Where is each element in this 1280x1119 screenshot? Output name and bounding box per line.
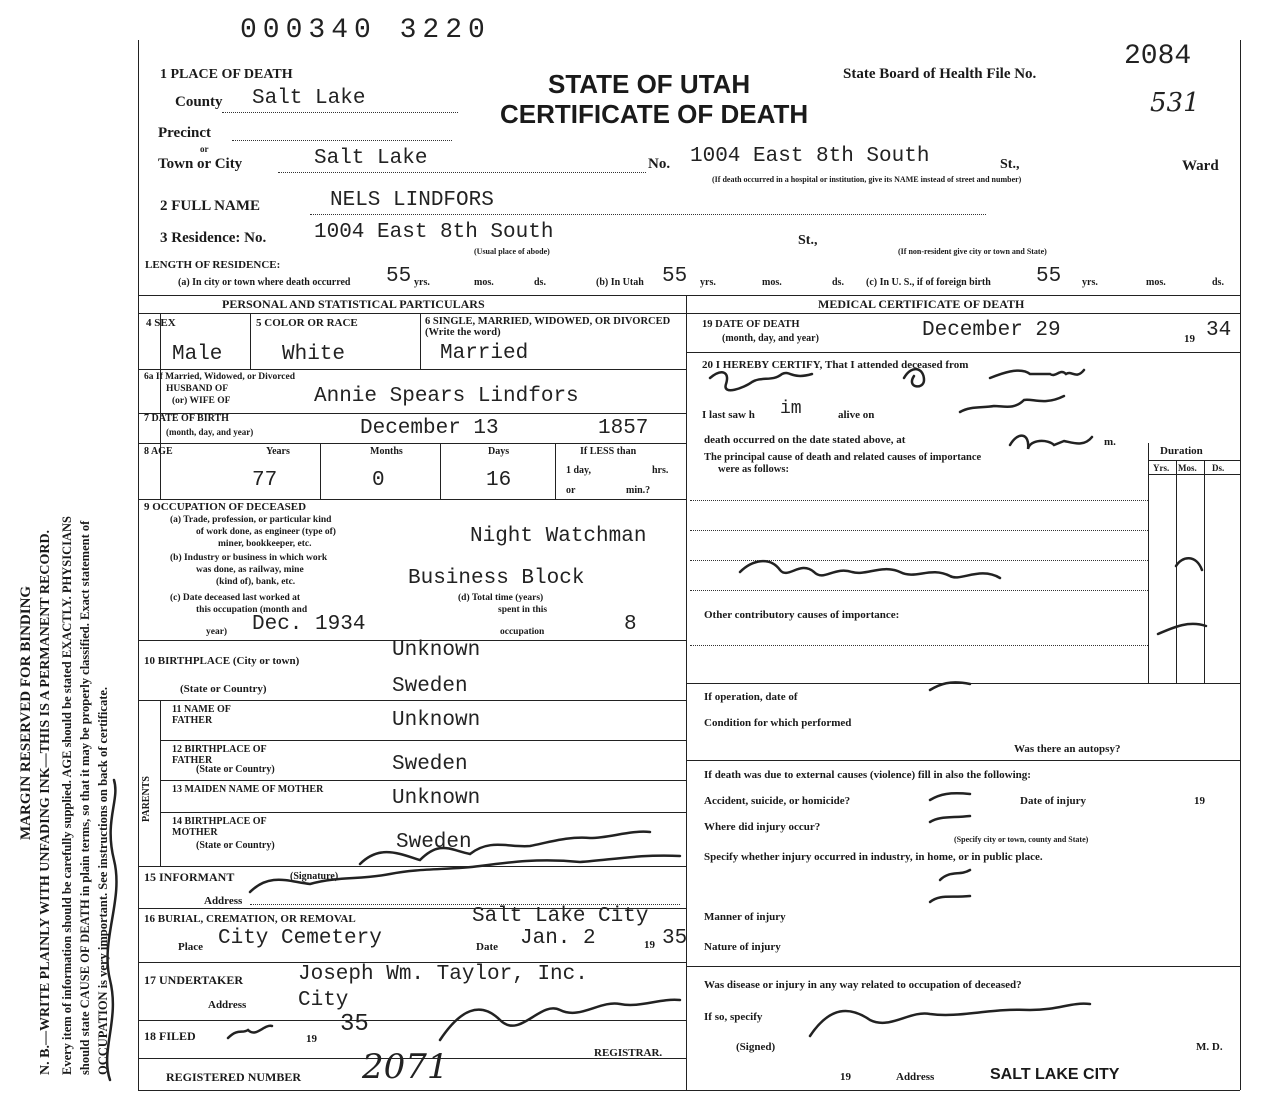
- dod-sub: (month, day, and year): [722, 333, 819, 344]
- years-label: Years: [266, 446, 290, 457]
- occupation-heading: 9 OCCUPATION OF DECEASED: [144, 501, 307, 513]
- form-right-border: [1240, 40, 1241, 1090]
- death-address: 1004 East 8th South: [690, 145, 930, 168]
- row-divider: [160, 740, 686, 741]
- color-label: 5 COLOR OR RACE: [256, 317, 358, 329]
- cause-line: [690, 645, 1148, 646]
- mother-birth-sub: (State or Country): [196, 840, 275, 851]
- length-c-label: (c) In U. S., if of foreign birth: [866, 277, 991, 288]
- residence-st-label: St.,: [798, 233, 818, 248]
- cause-line: [690, 590, 1148, 591]
- signed-address-label: Address: [896, 1071, 935, 1083]
- spouse-value: Annie Spears Lindfors: [314, 385, 579, 408]
- race-col: [420, 313, 421, 369]
- filed-year-prefix: 19: [306, 1033, 317, 1045]
- principal-label: The principal cause of death and related causes of importance: [704, 452, 982, 463]
- occ-d1: (d) Total time (years): [458, 593, 544, 603]
- ds-c: ds.: [1212, 277, 1224, 288]
- father-birth: Sweden: [392, 753, 468, 776]
- street-no-label: No.: [648, 156, 671, 172]
- related-label: Was disease or injury in any way related to occupation of deceased?: [704, 979, 1022, 991]
- certify-text: 20 I HEREBY CERTIFY, That I attended deceased from: [702, 359, 969, 371]
- dod-label: 19 DATE OF DEATH: [702, 319, 800, 330]
- birthplace-state-label: (State or Country): [180, 683, 267, 695]
- informant-address-label: Address: [204, 895, 243, 907]
- informant-sig-label: (Signature): [290, 871, 339, 882]
- age-col: [320, 443, 321, 499]
- nature-label: Nature of injury: [704, 941, 781, 953]
- age-days: 16: [486, 469, 512, 492]
- registered-label: REGISTERED NUMBER: [166, 1070, 302, 1084]
- dob-year: 1857: [598, 417, 649, 440]
- non-resident-note: (If non-resident give city or town and State): [898, 247, 1047, 256]
- m-label: m.: [1104, 436, 1116, 448]
- burial-place: City Cemetery: [218, 927, 382, 950]
- burial-place-label: Place: [178, 941, 204, 953]
- age-months: 0: [372, 469, 385, 492]
- were-label: were as follows:: [718, 464, 789, 475]
- cause-line: [690, 530, 1148, 531]
- months-label: Months: [370, 446, 403, 457]
- birthplace-city: Unknown: [392, 639, 481, 662]
- age-years: 77: [252, 469, 278, 492]
- full-name-value: NELS LINDFORS: [330, 189, 494, 212]
- spouse-label-3: (or) WIFE OF: [172, 396, 231, 406]
- cause-line: [690, 500, 1148, 501]
- mos-a: mos.: [474, 277, 494, 288]
- occ-last-worked: Dec. 1934: [252, 613, 366, 636]
- occ-a2: of work done, as engineer (type of): [196, 527, 336, 537]
- length-a-label: (a) In city or town where death occurred: [178, 277, 351, 288]
- last-saw-label: I last saw h: [702, 409, 755, 421]
- occ-b1: (b) Industry or business in which work: [170, 553, 328, 563]
- filed-label: 18 FILED: [144, 1029, 196, 1043]
- serial-number: 000340 3220: [240, 15, 491, 46]
- birthplace-state: Sweden: [392, 675, 468, 698]
- residence-divider: [138, 295, 1240, 296]
- row-divider: [160, 812, 686, 813]
- form-bottom-border: [138, 1090, 1240, 1091]
- duration-label: Duration: [1160, 445, 1203, 457]
- burial-city: Salt Lake City: [472, 905, 649, 928]
- title-certificate: CERTIFICATE OF DEATH: [500, 99, 809, 129]
- manner-label: Manner of injury: [704, 911, 786, 923]
- duration-line: [1148, 474, 1240, 475]
- town-label: Town or City: [158, 156, 243, 172]
- alive-on-label: alive on: [838, 409, 875, 421]
- burial-year: 35: [662, 927, 688, 950]
- marital-value: Married: [440, 342, 529, 365]
- occ-a3: miner, bookkeeper, etc.: [218, 539, 312, 549]
- hrs-label: hrs.: [652, 465, 669, 476]
- town-value: Salt Lake: [314, 147, 428, 170]
- undertaker-address: City: [298, 989, 349, 1012]
- ward-label: Ward: [1182, 158, 1219, 174]
- dob-value: December 13: [360, 417, 499, 440]
- file-label: State Board of Health File No.: [843, 66, 1037, 82]
- last-saw-typed: im: [780, 399, 802, 419]
- county-label: County: [175, 94, 223, 110]
- operation-label: If operation, date of: [704, 691, 798, 703]
- occ-d2: spent in this: [498, 605, 548, 615]
- med-divider: [686, 352, 1240, 353]
- row-divider: [160, 780, 686, 781]
- sex-label: 4 SEX: [146, 317, 176, 329]
- father-birth-label: 12 BIRTHPLACE OF FATHER: [172, 744, 267, 766]
- external-label: If death was due to external causes (violence) fill in also the following:: [704, 769, 1031, 781]
- street-label: St.,: [1000, 157, 1020, 172]
- duration-line: [1148, 460, 1240, 461]
- age-col: [555, 443, 556, 499]
- ds-b: ds.: [832, 277, 844, 288]
- parents-side-label: PARENTS: [141, 776, 152, 822]
- permanent-record-note: N. B.—WRITE PLAINLY WITH UNFADING INK—THIS IS A PERMANENT RECORD.: [38, 529, 53, 1075]
- registrar-label: REGISTRAR.: [594, 1047, 663, 1059]
- file-number: 2084: [1124, 41, 1192, 72]
- autopsy-label: Was there an autopsy?: [1014, 743, 1121, 755]
- dob-label: 7 DATE OF BIRTH: [144, 413, 229, 424]
- yrs-c: yrs.: [1082, 277, 1098, 288]
- md-label: M. D.: [1196, 1041, 1223, 1053]
- residence-value: 1004 East 8th South: [314, 221, 554, 244]
- full-name-label: 2 FULL NAME: [160, 198, 261, 214]
- signed-year-prefix: 19: [840, 1071, 851, 1083]
- mother-name-label: 13 MAIDEN NAME OF MOTHER: [172, 784, 324, 795]
- date-injury-19: 19: [1194, 795, 1205, 807]
- med-divider: [686, 760, 1240, 761]
- ds-a: ds.: [534, 277, 546, 288]
- yrs-b: yrs.: [700, 277, 716, 288]
- occ-a1: (a) Trade, profession, or particular kind: [170, 515, 332, 525]
- file-number-2: 531: [1150, 88, 1200, 118]
- contributory-label: Other contributory causes of importance:: [704, 609, 900, 621]
- cause-line: [690, 560, 1148, 561]
- row-divider: [138, 443, 686, 444]
- row-divider: [138, 369, 686, 370]
- condition-label: Condition for which performed: [704, 717, 852, 729]
- signed-address: SALT LAKE CITY: [990, 1066, 1120, 1083]
- row-divider: [138, 866, 686, 867]
- occ-b2: was done, as railway, mine: [196, 565, 304, 575]
- precinct-label: Precinct: [158, 125, 212, 141]
- or-label: or: [200, 144, 209, 154]
- undertaker-address-label: Address: [208, 999, 247, 1011]
- less-label: If LESS than: [580, 446, 637, 457]
- birthplace-label: 10 BIRTHPLACE (City or town): [144, 655, 300, 667]
- dob-sub: (month, day, and year): [166, 427, 254, 437]
- row-divider: [138, 1020, 686, 1021]
- specify-where-label: Specify whether injury occurred in industry, in home, or in public place.: [704, 851, 1043, 863]
- length-b-label: (b) In Utah: [596, 277, 644, 288]
- registered-number: 2071: [362, 1047, 449, 1087]
- min-label: min.?: [626, 485, 651, 496]
- margin-note: MARGIN RESERVED FOR BINDING: [18, 585, 34, 840]
- duration-yrs: Yrs.: [1153, 463, 1170, 473]
- dod-value: December 29: [922, 319, 1061, 342]
- length-heading: LENGTH OF RESIDENCE:: [145, 259, 281, 271]
- med-divider: [686, 966, 1240, 967]
- parents-col: [160, 700, 161, 866]
- if-so-label: If so, specify: [704, 1011, 763, 1023]
- date-injury-label: Date of injury: [1020, 795, 1086, 807]
- length-b-value: 55: [662, 265, 688, 288]
- mother-name: Unknown: [392, 787, 481, 810]
- accident-label: Accident, suicide, or homicide?: [704, 795, 851, 807]
- occ-c1: (c) Date deceased last worked at: [170, 593, 301, 603]
- occ-industry: Business Block: [408, 567, 585, 590]
- full-name-line: [310, 214, 986, 215]
- row-divider: [138, 499, 686, 500]
- usual-abode-note: (Usual place of abode): [474, 247, 550, 256]
- sex-col: [250, 313, 251, 369]
- occ-d3: occupation: [500, 627, 545, 637]
- occ-c3: year): [206, 627, 228, 637]
- spouse-label-2: HUSBAND OF: [166, 384, 229, 394]
- precinct-line: [232, 140, 452, 141]
- father-birth-sub: (State or Country): [196, 764, 275, 775]
- mother-birth-label: 14 BIRTHPLACE OF MOTHER: [172, 816, 267, 838]
- instructions-line-3: OCCUPATION is very important. See instructions on back of certificate.: [96, 686, 110, 1075]
- filed-year: 35: [340, 1011, 369, 1038]
- personal-heading: PERSONAL AND STATISTICAL PARTICULARS: [222, 297, 485, 311]
- undertaker-value: Joseph Wm. Taylor, Inc.: [298, 963, 588, 986]
- duration-mos: Mos.: [1178, 463, 1197, 473]
- duration-col: [1176, 460, 1177, 683]
- hospital-note: (If death occurred in a hospital or institution, give its NAME instead of street and number): [712, 175, 1022, 184]
- medical-heading: MEDICAL CERTIFICATE OF DEATH: [818, 297, 1025, 311]
- med-divider: [686, 683, 1240, 684]
- signed-label: (Signed): [736, 1041, 776, 1053]
- heading-underline: [138, 313, 1240, 314]
- town-line: [278, 172, 646, 173]
- duration-col: [1148, 443, 1149, 683]
- occ-total-time: 8: [624, 613, 637, 636]
- burial-date: Jan. 2: [520, 927, 596, 950]
- father-name-label: 11 NAME OF FATHER: [172, 704, 231, 726]
- specify-city-note: (Specify city or town, county and State): [954, 835, 1089, 844]
- mos-b: mos.: [762, 277, 782, 288]
- yrs-a: yrs.: [414, 277, 430, 288]
- color-value: White: [282, 343, 346, 366]
- duration-col: [1204, 460, 1205, 683]
- column-divider: [686, 296, 687, 1090]
- duration-ds: Ds.: [1212, 463, 1225, 473]
- death-occurred-label: death occurred on the date stated above, at: [704, 434, 906, 446]
- occ-c2: this occupation (month and: [196, 605, 308, 615]
- length-a-value: 55: [386, 265, 412, 288]
- or-label-2: or: [566, 485, 576, 496]
- burial-date-label: Date: [476, 941, 498, 953]
- where-injury-label: Where did injury occur?: [704, 821, 821, 833]
- form-left-border: [138, 40, 139, 1090]
- occ-trade: Night Watchman: [470, 525, 647, 548]
- marital-label: 6 SINGLE, MARRIED, WIDOWED, OR DIVORCED (Write the word): [425, 316, 671, 338]
- undertaker-label: 17 UNDERTAKER: [144, 973, 244, 987]
- num-col: [160, 313, 161, 499]
- spouse-label-1: 6a If Married, Widowed, or Divorced: [144, 372, 296, 382]
- instructions-line-2: should state CAUSE OF DEATH in plain terms, so that it may be properly classified. Exact statement of: [78, 520, 92, 1075]
- burial-label: 16 BURIAL, CREMATION, OR REMOVAL: [144, 913, 356, 925]
- day-label: 1 day,: [566, 465, 592, 476]
- dod-year: 34: [1206, 319, 1232, 342]
- informant-label: 15 INFORMANT: [144, 870, 235, 884]
- dod-year-prefix: 19: [1184, 333, 1195, 345]
- mos-c: mos.: [1146, 277, 1166, 288]
- title-state: STATE OF UTAH: [548, 69, 751, 99]
- county-value: Salt Lake: [252, 87, 366, 110]
- mother-birth: Sweden: [396, 831, 472, 854]
- place-of-death-heading: 1 PLACE OF DEATH: [160, 67, 293, 82]
- father-name: Unknown: [392, 709, 481, 732]
- instructions-line-1: Every item of information should be carefully supplied. AGE should be stated EXACTLY. PHYSICIANS: [60, 516, 74, 1075]
- days-label: Days: [488, 446, 510, 457]
- burial-year-prefix: 19: [644, 939, 655, 951]
- age-label: 8 AGE: [144, 446, 173, 457]
- residence-label: 3 Residence: No.: [160, 230, 267, 246]
- row-divider: [138, 700, 686, 701]
- county-line: [222, 112, 458, 113]
- age-col: [440, 443, 441, 499]
- occ-b3: (kind of), bank, etc.: [216, 577, 296, 587]
- length-c-value: 55: [1036, 265, 1062, 288]
- sex-value: Male: [172, 343, 223, 366]
